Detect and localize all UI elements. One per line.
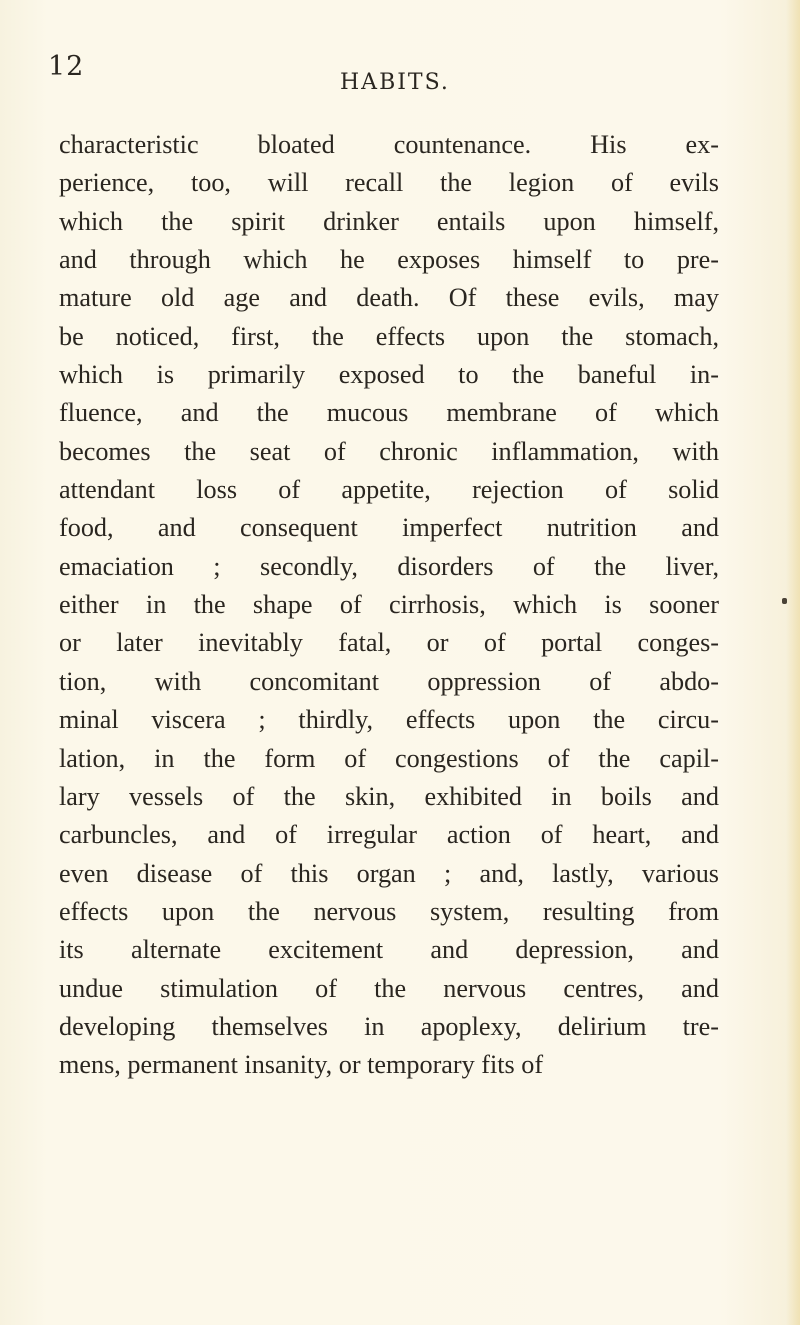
text-line: tion, with concomitant oppression of abdo- (59, 666, 719, 696)
running-head: HABITS. (340, 70, 450, 95)
text-line: which the spirit drinker entails upon himself, (59, 206, 719, 236)
margin-ink-speck (782, 598, 787, 604)
text-line: mature old age and death. Of these evils, may (59, 283, 719, 313)
text-line: fluence, and the mucous membrane of which (59, 398, 719, 428)
text-line: becomes the seat of chronic inflammation, with (59, 436, 719, 466)
text-line: characteristic bloated countenance. His ex- (59, 130, 719, 159)
text-line: be noticed, first, the effects upon the stomach, (59, 321, 719, 351)
text-line: carbuncles, and of irregular action of heart, and (59, 820, 719, 850)
page-number: 12 (48, 51, 85, 82)
text-line: and through which he exposes himself to pre- (59, 245, 719, 275)
text-line: even disease of this organ ; and, lastly, various (59, 858, 719, 888)
text-line: lation, in the form of congestions of the capil- (59, 743, 719, 773)
text-line: or later inevitably fatal, or of portal conges- (59, 628, 719, 658)
body-text (59, 126, 719, 1085)
text-line: lary vessels of the skin, exhibited in boils and (59, 781, 719, 811)
text-line: its alternate excitement and depression, and (59, 935, 719, 965)
text-line: either in the shape of cirrhosis, which is sooner (59, 590, 719, 620)
page-edge-shadow (786, 0, 800, 1325)
text-line: emaciation ; secondly, disorders of the liver, (59, 551, 719, 581)
text-line: attendant loss of appetite, rejection of solid (59, 475, 719, 505)
text-line: perience, too, will recall the legion of evils (59, 168, 719, 198)
text-line: undue stimulation of the nervous centres, and (59, 973, 719, 1003)
text-line: minal viscera ; thirdly, effects upon the circu- (59, 705, 719, 735)
text-line: mens, permanent insanity, or temporary fits of (59, 1050, 544, 1080)
text-line: which is primarily exposed to the baneful in- (59, 360, 719, 390)
text-line: developing themselves in apoplexy, delirium tre- (59, 1011, 719, 1041)
text-line: food, and consequent imperfect nutrition and (59, 513, 719, 543)
text-line: effects upon the nervous system, resulting from (59, 896, 719, 926)
